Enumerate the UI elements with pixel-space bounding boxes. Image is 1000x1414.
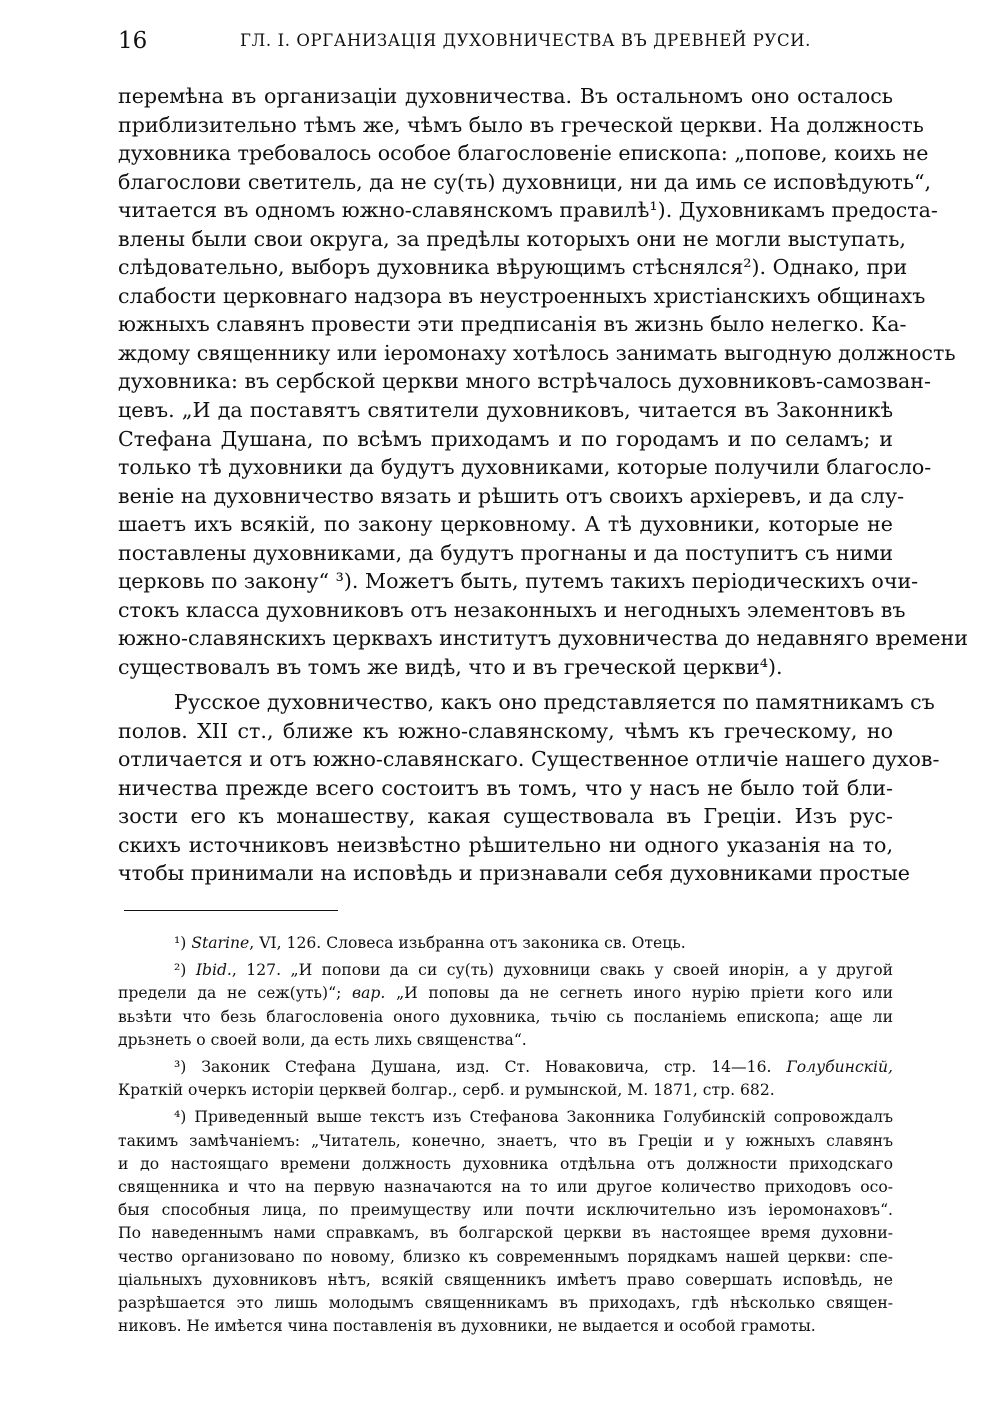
footnote-text: , VI, 126. Словеса изьбранна отъ законика св. Отець. bbox=[249, 934, 686, 952]
footnote-source: Starine bbox=[191, 934, 250, 952]
footnote-line: разрѣшается это лишь молодымъ священникамъ въ приходахъ, гдѣ нѣсколько священ- bbox=[118, 1294, 893, 1313]
footnote-line: никовъ. Не имѣется чина поставленія въ духовники, не выдается и особой грамоты. bbox=[118, 1317, 816, 1336]
text-line: шаетъ ихъ всякій, по закону церковному. А тѣ духовники, которые не bbox=[118, 512, 893, 537]
footnote-variant: вар. bbox=[352, 984, 386, 1003]
text-line: церковь по закону“ ³). Можетъ быть, путемъ такихъ періодическихъ очи- bbox=[118, 569, 919, 594]
book-page bbox=[118, 0, 968, 1414]
text-line: влены были свои округа, за предѣлы которыхъ они не могли выступать, bbox=[118, 226, 906, 251]
text-line: слабости церковнаго надзора въ неустроенныхъ христіанскихъ общинахъ bbox=[118, 283, 926, 308]
text-line: благослови светитель, да не су(ть) духовници, ни да имь се исповѣдують“, bbox=[118, 169, 932, 194]
footnote-line: такимъ замѣчаніемъ: „Читатель, конечно, знаетъ, что въ Греціи и у южныхъ славянъ bbox=[118, 1131, 893, 1150]
text-line: только тѣ духовники да будутъ духовниками, которые получили благосло- bbox=[118, 455, 932, 480]
footnote-line: Краткій очеркъ исторіи церквей болгар., серб. и румынской, М. 1871, стр. 682. bbox=[118, 1081, 775, 1100]
footnote-text: Приведенный выше текстъ изъ Стефанова Законника Голубинскій сопровождалъ bbox=[194, 1108, 893, 1127]
footnote-line bbox=[118, 932, 893, 955]
footnote-mark: ¹) bbox=[174, 934, 187, 952]
footnote-line: и до настоящаго времени должность духовника отдѣльна отъ должности приходскаго bbox=[118, 1154, 893, 1173]
footnote-text: „И поповы да не сегнеть иного нурію пріети кого или bbox=[396, 984, 893, 1003]
footnote-line: священника и что на первую назначаются на то или другое количество приходовъ осо- bbox=[118, 1178, 893, 1197]
footnote-4 bbox=[118, 1106, 893, 1338]
footnotes bbox=[118, 932, 893, 1338]
footnote-2 bbox=[118, 959, 893, 1052]
footnote-mark: ³) bbox=[174, 1058, 187, 1077]
footnote-line bbox=[118, 1056, 893, 1079]
text-line: духовника: въ сербской церкви много встрѣчалось духовниковъ-самозван- bbox=[118, 369, 931, 394]
footnote-line bbox=[118, 1106, 893, 1129]
footnote-line: дрьзнеть о своей воли, да есть лихь священства“. bbox=[118, 1030, 527, 1049]
text-line: существовалъ въ томъ же видѣ, что и въ греческой церкви⁴). bbox=[118, 654, 783, 679]
text-line: веніе на духовничество вязать и рѣшить отъ своихъ архіеревъ, и да слу- bbox=[118, 483, 905, 508]
text-line: отличается и отъ южно-славянскаго. Существенное отличіе нашего духов- bbox=[118, 747, 940, 772]
text-line: скихъ источниковъ неизвѣстно рѣшительно ни одного указанія на то, bbox=[118, 832, 893, 857]
text-line: полов. XII ст., ближе къ южно-славянскому, чѣмъ къ греческому, но bbox=[118, 718, 893, 743]
running-head bbox=[118, 26, 893, 56]
text-line: цевъ. „И да поставятъ святители духовниковъ, читается въ Законникѣ bbox=[118, 398, 893, 423]
text-line: южно-славянскихъ церквахъ институтъ духовничества до недавняго времени bbox=[118, 626, 968, 651]
running-title: ГЛ. I. ОРГАНИЗАЦІЯ ДУХОВНИЧЕСТВА ВЪ ДРЕВНЕЙ РУСИ. bbox=[240, 31, 811, 50]
footnote-line: быя способныя лица, по преимуществу или почти исключительно изъ іеромонаховъ“. bbox=[118, 1201, 893, 1220]
footnote-3 bbox=[118, 1056, 893, 1102]
text-line: приблизительно тѣмъ же, чѣмъ было въ греческой церкви. На должность bbox=[118, 112, 924, 137]
footnote-text: предели да не сеж(уть)“; bbox=[118, 984, 342, 1003]
text-line: чтобы принимали на исповѣдь и признавали себя духовниками простые bbox=[118, 861, 910, 886]
footnote-line: вьзѣти что безь благословеніа оного духовника, тьчію сь посланіемь епископа; аще ли bbox=[118, 1007, 893, 1026]
footnote-line: чество организовано по новому, близко къ современнымъ порядкамъ нашей церкви: спе- bbox=[118, 1247, 893, 1266]
footnote-1 bbox=[118, 932, 893, 955]
footnote-author: Голубинскій, bbox=[786, 1058, 893, 1077]
footnote-line: По наведеннымъ нами справкамъ, въ болгарской церкви въ настоящее время духовни- bbox=[118, 1224, 893, 1243]
page-number: 16 bbox=[118, 28, 148, 54]
text-line: перемѣна въ организаціи духовничества. Въ остальномъ оно осталось bbox=[118, 84, 893, 108]
footnote-mark: ²) bbox=[174, 961, 187, 980]
text-line: поставлены духовниками, да будутъ прогнаны и да поступитъ съ ними bbox=[118, 540, 894, 565]
paragraph-2 bbox=[118, 688, 940, 888]
footnote-line: ціальныхъ духовниковъ нѣтъ, всякій священникъ имѣетъ право совершать исповѣдь, не bbox=[118, 1270, 893, 1289]
footnote-text: , 127. „И попови да си су(ть) духовници свакь у своей инорін, а у другой bbox=[231, 961, 893, 980]
paragraph-1 bbox=[118, 82, 968, 681]
text-line: духовника требовалось особое благословеніе епископа: „попове, коихь не bbox=[118, 141, 929, 166]
text-line: южныхъ славянъ провести эти предписанія въ жизнь было нелегко. Ка- bbox=[118, 312, 907, 337]
text-line: стокъ класса духовниковъ отъ незаконныхъ и негодныхъ элементовъ въ bbox=[118, 597, 906, 622]
text-line: Русское духовничество, какъ оно представляется по памятникамъ съ bbox=[174, 690, 935, 714]
text-line: зости его къ монашеству, какая существовала въ Греціи. Изъ рус- bbox=[118, 804, 893, 829]
footnote-source: Ibid. bbox=[195, 961, 232, 980]
text-line: ждому священнику или іеромонаху хотѣлось занимать выгодную должность bbox=[118, 340, 956, 365]
footnote-line bbox=[118, 959, 893, 982]
text-line: читается въ одномъ южно-славянскомъ правилѣ¹). Духовникамъ предоста- bbox=[118, 198, 938, 223]
text-line: ничества прежде всего состоитъ въ томъ, что у насъ не было той бли- bbox=[118, 775, 893, 800]
text-line: слѣдовательно, выборъ духовника вѣрующимъ стѣснялся²). Однако, при bbox=[118, 255, 908, 280]
footnote-mark: ⁴) bbox=[174, 1108, 187, 1127]
footnote-text: Законик Стефана Душана, изд. Ст. Новаковича, стр. 14—16. bbox=[201, 1058, 772, 1077]
text-line: Стефана Душана, по всѣмъ приходамъ и по городамъ и по селамъ; и bbox=[118, 426, 893, 451]
footnote-divider bbox=[124, 910, 338, 911]
footnote-line bbox=[118, 982, 893, 1005]
